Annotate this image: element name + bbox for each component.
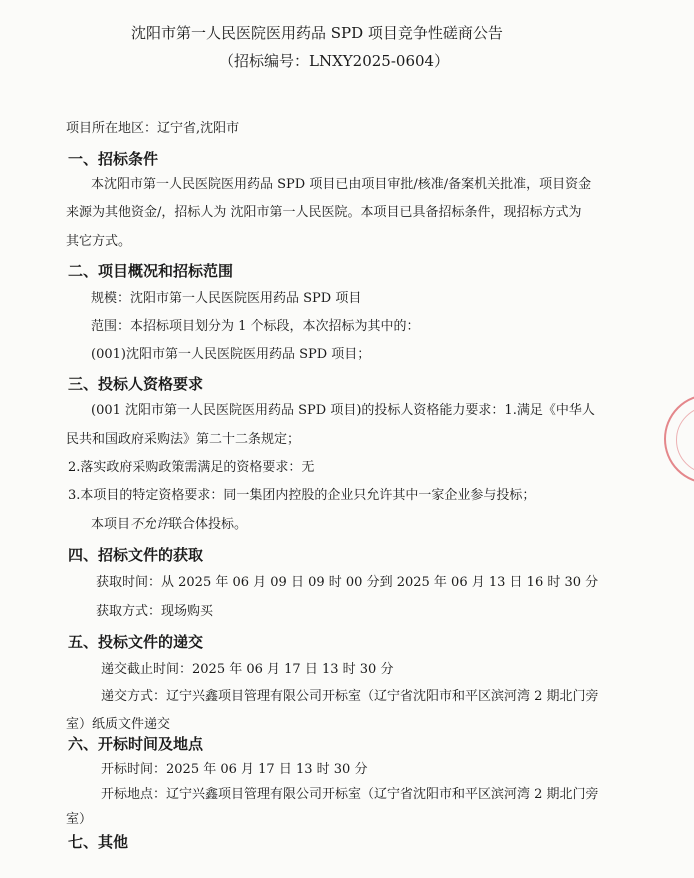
section-1-heading: 一、招标条件 [68,150,159,168]
section-1-paragraph: 其它方式。 [66,234,132,249]
consortium-not-allowed: 不允许 [130,517,170,532]
section-1-paragraph: 本沈阳市第一人民医院医用药品 SPD 项目已由项目审批/核准/备案机关批准，项目资金 [91,177,592,192]
document-title: 沈阳市第一人民医院医用药品 SPD 项目竞争性磋商公告 [131,24,503,42]
qualification-requirement: 民共和国政府采购法》第二十二条规定； [66,432,301,447]
qualification-requirement: 3.本项目的特定资格要求：同一集团内控股的企业只允许其中一家企业参与投标； [68,488,536,503]
section-5-heading: 五、投标文件的递交 [68,633,204,651]
submission-method: 递交方式：辽宁兴鑫项目管理有限公司开标室（辽宁省沈阳市和平区滨河湾 2 期北门旁 [101,689,599,704]
consortium-note [91,516,247,534]
section-4-heading: 四、招标文件的获取 [68,546,204,564]
bid-opening-time: 开标时间：2025 年 06 月 17 日 13 时 30 分 [101,762,368,777]
section-6-heading: 六、开标时间及地点 [68,735,204,753]
seal-inner-ring [676,406,694,474]
qualification-requirement: 2.落实政府采购政策需满足的资格要求：无 [68,460,315,475]
submission-method: 室）纸质文件递交 [66,717,171,732]
qualification-requirement: (001 沈阳市第一人民医院医用药品 SPD 项目)的投标人资格能力要求：1.满足《中华人 [91,403,595,418]
document-acquisition-method: 获取方式：现场购买 [96,604,214,619]
bid-number: （招标编号：LNXY2025-0604） [219,52,450,70]
project-region: 项目所在地区：辽宁省,沈阳市 [66,121,240,136]
project-scale: 规模：沈阳市第一人民医院医用药品 SPD 项目 [91,291,362,306]
submission-deadline: 递交截止时间：2025 年 06 月 17 日 13 时 30 分 [101,662,394,677]
section-1-paragraph: 来源为其他资金/，招标人为 沈阳市第一人民医院。本项目已具备招标条件，现招标方式为 [66,205,582,220]
section-7-heading: 七、其他 [68,833,129,851]
consortium-prefix: 本项目 [91,517,131,532]
project-scope: 范围：本招标项目划分为 1 个标段，本次招标为其中的： [91,319,420,334]
bid-opening-place: 室） [66,812,93,827]
document-acquisition-time: 获取时间：从 2025 年 06 月 09 日 09 时 00 分到 2025 年 06 月 13 日 16 时 30 分 [96,575,599,590]
consortium-suffix: 联合体投标。 [169,517,248,532]
section-3-heading: 三、投标人资格要求 [68,375,204,393]
project-lot: (001)沈阳市第一人民医院医用药品 SPD 项目； [91,347,371,362]
bid-opening-place: 开标地点：辽宁兴鑫项目管理有限公司开标室（辽宁省沈阳市和平区滨河湾 2 期北门旁 [101,787,599,802]
section-2-heading: 二、项目概况和招标范围 [68,262,234,280]
seal-stamp-icon [664,394,694,484]
